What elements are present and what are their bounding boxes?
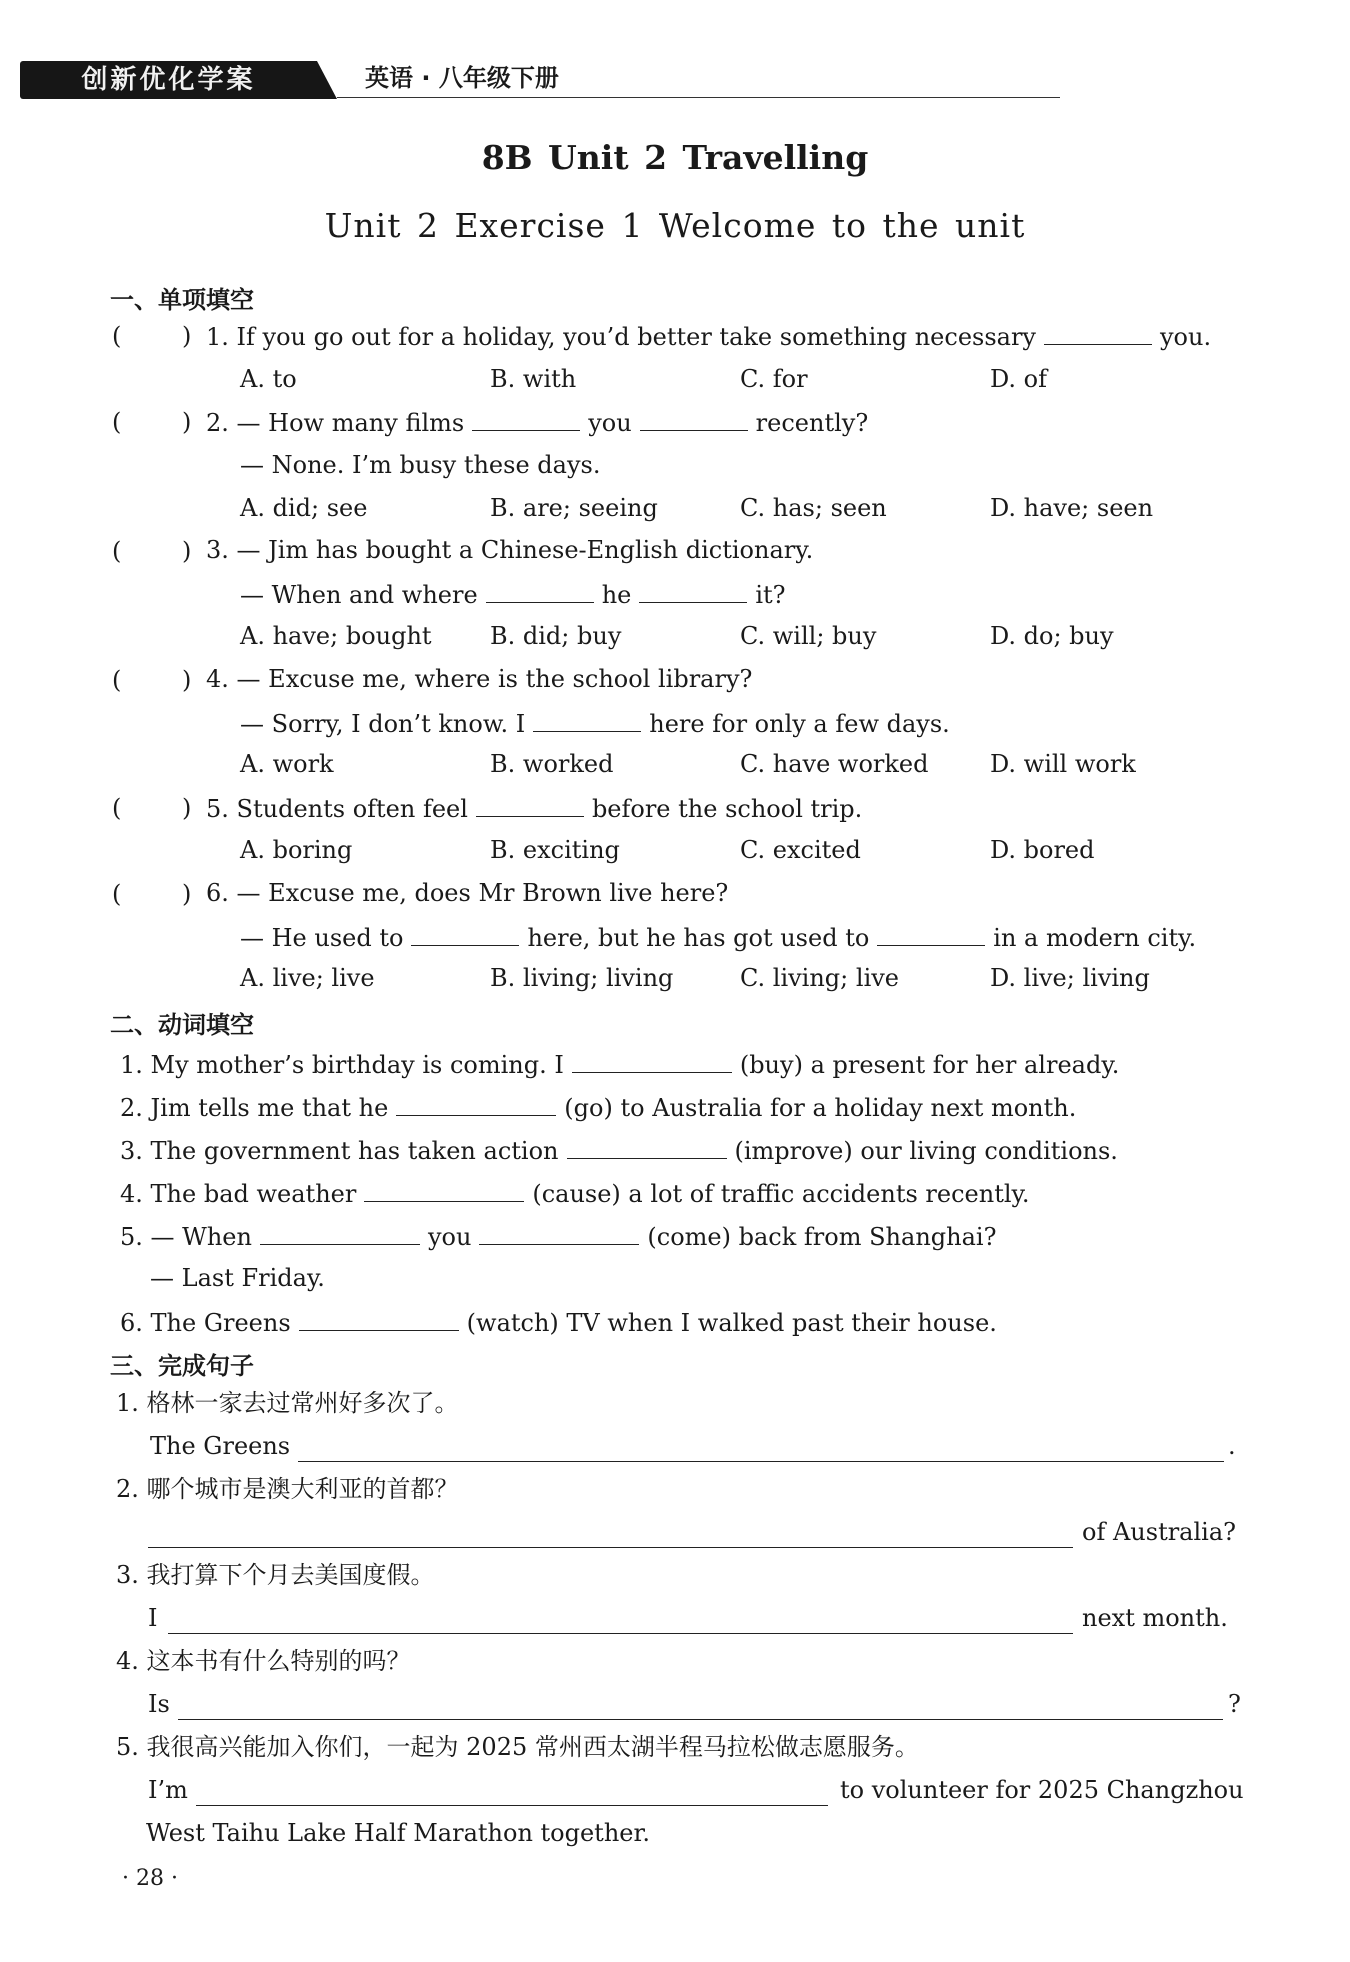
verb-item-6: 6. The Greens (watch) TV when I walked past their house. xyxy=(120,1306,997,1338)
q4-option-b[interactable]: B. worked xyxy=(490,750,614,778)
q6-option-d[interactable]: D. live; living xyxy=(990,964,1150,992)
q1-stem: 1. If you go out for a holiday, you’d better take something necessary you. xyxy=(206,320,1211,352)
answer-line[interactable] xyxy=(196,1804,828,1806)
answer-blank[interactable] xyxy=(396,1091,556,1116)
q2-stem: 2. — How many films you recently? xyxy=(206,406,868,438)
q4-reply: — Sorry, I don’t know. I here for only a few days. xyxy=(240,707,950,739)
answer-line[interactable] xyxy=(178,1718,1223,1720)
series-logo: 创新优化学案 xyxy=(20,61,317,99)
answer-paren-open: ( xyxy=(112,794,122,822)
translate-item-5-cn: 5. 我很高兴能加入你们，一起为 2025 常州西太湖半程马拉松做志愿服务。 xyxy=(116,1733,919,1761)
answer-line[interactable] xyxy=(298,1460,1224,1462)
answer-blank[interactable] xyxy=(476,792,584,817)
answer-paren-close: ) xyxy=(182,880,192,908)
q5-stem: 5. Students often feel before the school trip. xyxy=(206,792,862,824)
verb-item-4: 4. The bad weather (cause) a lot of traffic accidents recently. xyxy=(120,1177,1030,1209)
answer-blank[interactable] xyxy=(1044,320,1152,345)
q2-reply: — None. I’m busy these days. xyxy=(240,451,601,479)
verb-item-1: 1. My mother’s birthday is coming. I (buy) a present for her already. xyxy=(120,1048,1119,1080)
q2-option-d[interactable]: D. have; seen xyxy=(990,494,1154,522)
section3-heading: 三、完成句子 xyxy=(110,1352,254,1380)
verb-item-5-reply: — Last Friday. xyxy=(150,1264,325,1292)
q3-stem: 3. — Jim has bought a Chinese-English dictionary. xyxy=(206,536,814,564)
page-number: · 28 · xyxy=(122,1866,178,1891)
logo-tail-decoration xyxy=(317,61,337,99)
q5-option-b[interactable]: B. exciting xyxy=(490,836,620,864)
answer-paren-close: ) xyxy=(182,794,192,822)
answer-paren-close: ) xyxy=(182,322,192,350)
translate-item-4-start: Is xyxy=(148,1690,170,1718)
answer-line[interactable] xyxy=(168,1632,1073,1634)
answer-paren-open: ( xyxy=(112,322,122,350)
translate-item-5-end: to volunteer for 2025 Changzhou xyxy=(840,1776,1244,1804)
q4-option-d[interactable]: D. will work xyxy=(990,750,1136,778)
answer-paren-open: ( xyxy=(112,408,122,436)
q4-stem: 4. — Excuse me, where is the school library? xyxy=(206,665,753,693)
answer-blank[interactable] xyxy=(486,578,594,603)
answer-blank[interactable] xyxy=(260,1220,420,1245)
answer-paren-open: ( xyxy=(112,666,122,694)
q5-option-a[interactable]: A. boring xyxy=(240,836,353,864)
answer-blank[interactable] xyxy=(567,1134,727,1159)
translate-item-5-start: I’m xyxy=(148,1776,188,1804)
q2-option-c[interactable]: C. has; seen xyxy=(740,494,887,522)
translate-item-3-start: I xyxy=(148,1604,158,1632)
q6-option-b[interactable]: B. living; living xyxy=(490,964,674,992)
book-title: 英语 · 八年级下册 xyxy=(365,64,559,92)
q6-option-c[interactable]: C. living; live xyxy=(740,964,899,992)
translate-item-3-cn: 3. 我打算下个月去美国度假。 xyxy=(116,1561,435,1589)
q1-option-b[interactable]: B. with xyxy=(490,365,577,393)
q4-option-c[interactable]: C. have worked xyxy=(740,750,929,778)
q4-option-a[interactable]: A. work xyxy=(240,750,334,778)
q3-option-d[interactable]: D. do; buy xyxy=(990,622,1114,650)
answer-paren-open: ( xyxy=(112,537,122,565)
verb-item-2: 2. Jim tells me that he (go) to Australia for a holiday next month. xyxy=(120,1091,1076,1123)
page-header xyxy=(20,55,1060,100)
exercise-title: Unit 2 Exercise 1 Welcome to the unit xyxy=(324,206,1026,245)
q3-reply: — When and where he it? xyxy=(240,578,786,610)
q1-option-a[interactable]: A. to xyxy=(240,365,297,393)
answer-paren-open: ( xyxy=(112,880,122,908)
answer-blank[interactable] xyxy=(472,406,580,431)
answer-blank[interactable] xyxy=(364,1177,524,1202)
translate-item-5-cont: West Taihu Lake Half Marathon together. xyxy=(146,1819,650,1847)
q6-option-a[interactable]: A. live; live xyxy=(240,964,375,992)
q3-option-c[interactable]: C. will; buy xyxy=(740,622,877,650)
unit-title: 8B Unit 2 Travelling xyxy=(481,138,869,177)
q3-option-a[interactable]: A. have; bought xyxy=(240,622,432,650)
q1-option-d[interactable]: D. of xyxy=(990,365,1047,393)
answer-blank[interactable] xyxy=(533,707,641,732)
section1-heading: 一、单项填空 xyxy=(110,286,254,314)
answer-blank[interactable] xyxy=(411,921,519,946)
translate-item-2-cn: 2. 哪个城市是澳大利亚的首都？ xyxy=(116,1475,459,1503)
q5-option-c[interactable]: C. excited xyxy=(740,836,861,864)
translate-item-3-end: next month. xyxy=(1082,1604,1228,1632)
answer-blank[interactable] xyxy=(640,406,748,431)
verb-item-3: 3. The government has taken action (improve) our living conditions. xyxy=(120,1134,1118,1166)
header-rule xyxy=(337,97,1060,98)
q2-option-a[interactable]: A. did; see xyxy=(240,494,368,522)
translate-item-1-cn: 1. 格林一家去过常州好多次了。 xyxy=(116,1389,459,1417)
translate-item-2-end: of Australia? xyxy=(1082,1518,1237,1546)
answer-blank[interactable] xyxy=(299,1306,459,1331)
translate-item-4-end: ? xyxy=(1228,1690,1241,1718)
answer-paren-close: ) xyxy=(182,537,192,565)
q1-option-c[interactable]: C. for xyxy=(740,365,808,393)
answer-paren-close: ) xyxy=(182,666,192,694)
q3-option-b[interactable]: B. did; buy xyxy=(490,622,622,650)
translate-item-1-end: . xyxy=(1228,1432,1236,1460)
answer-paren-close: ) xyxy=(182,408,192,436)
translate-item-4-cn: 4. 这本书有什么特别的吗？ xyxy=(116,1647,411,1675)
section2-heading: 二、动词填空 xyxy=(110,1011,254,1039)
q2-option-b[interactable]: B. are; seeing xyxy=(490,494,658,522)
answer-blank[interactable] xyxy=(572,1048,732,1073)
answer-blank[interactable] xyxy=(479,1220,639,1245)
q5-option-d[interactable]: D. bored xyxy=(990,836,1095,864)
answer-line[interactable] xyxy=(148,1546,1073,1548)
verb-item-5: 5. — When you (come) back from Shanghai? xyxy=(120,1220,996,1252)
q6-reply: — He used to here, but he has got used to in a modern city. xyxy=(240,921,1196,953)
q6-stem: 6. — Excuse me, does Mr Brown live here? xyxy=(206,879,729,907)
answer-blank[interactable] xyxy=(639,578,747,603)
answer-blank[interactable] xyxy=(877,921,985,946)
translate-item-1-start: The Greens xyxy=(150,1432,291,1460)
